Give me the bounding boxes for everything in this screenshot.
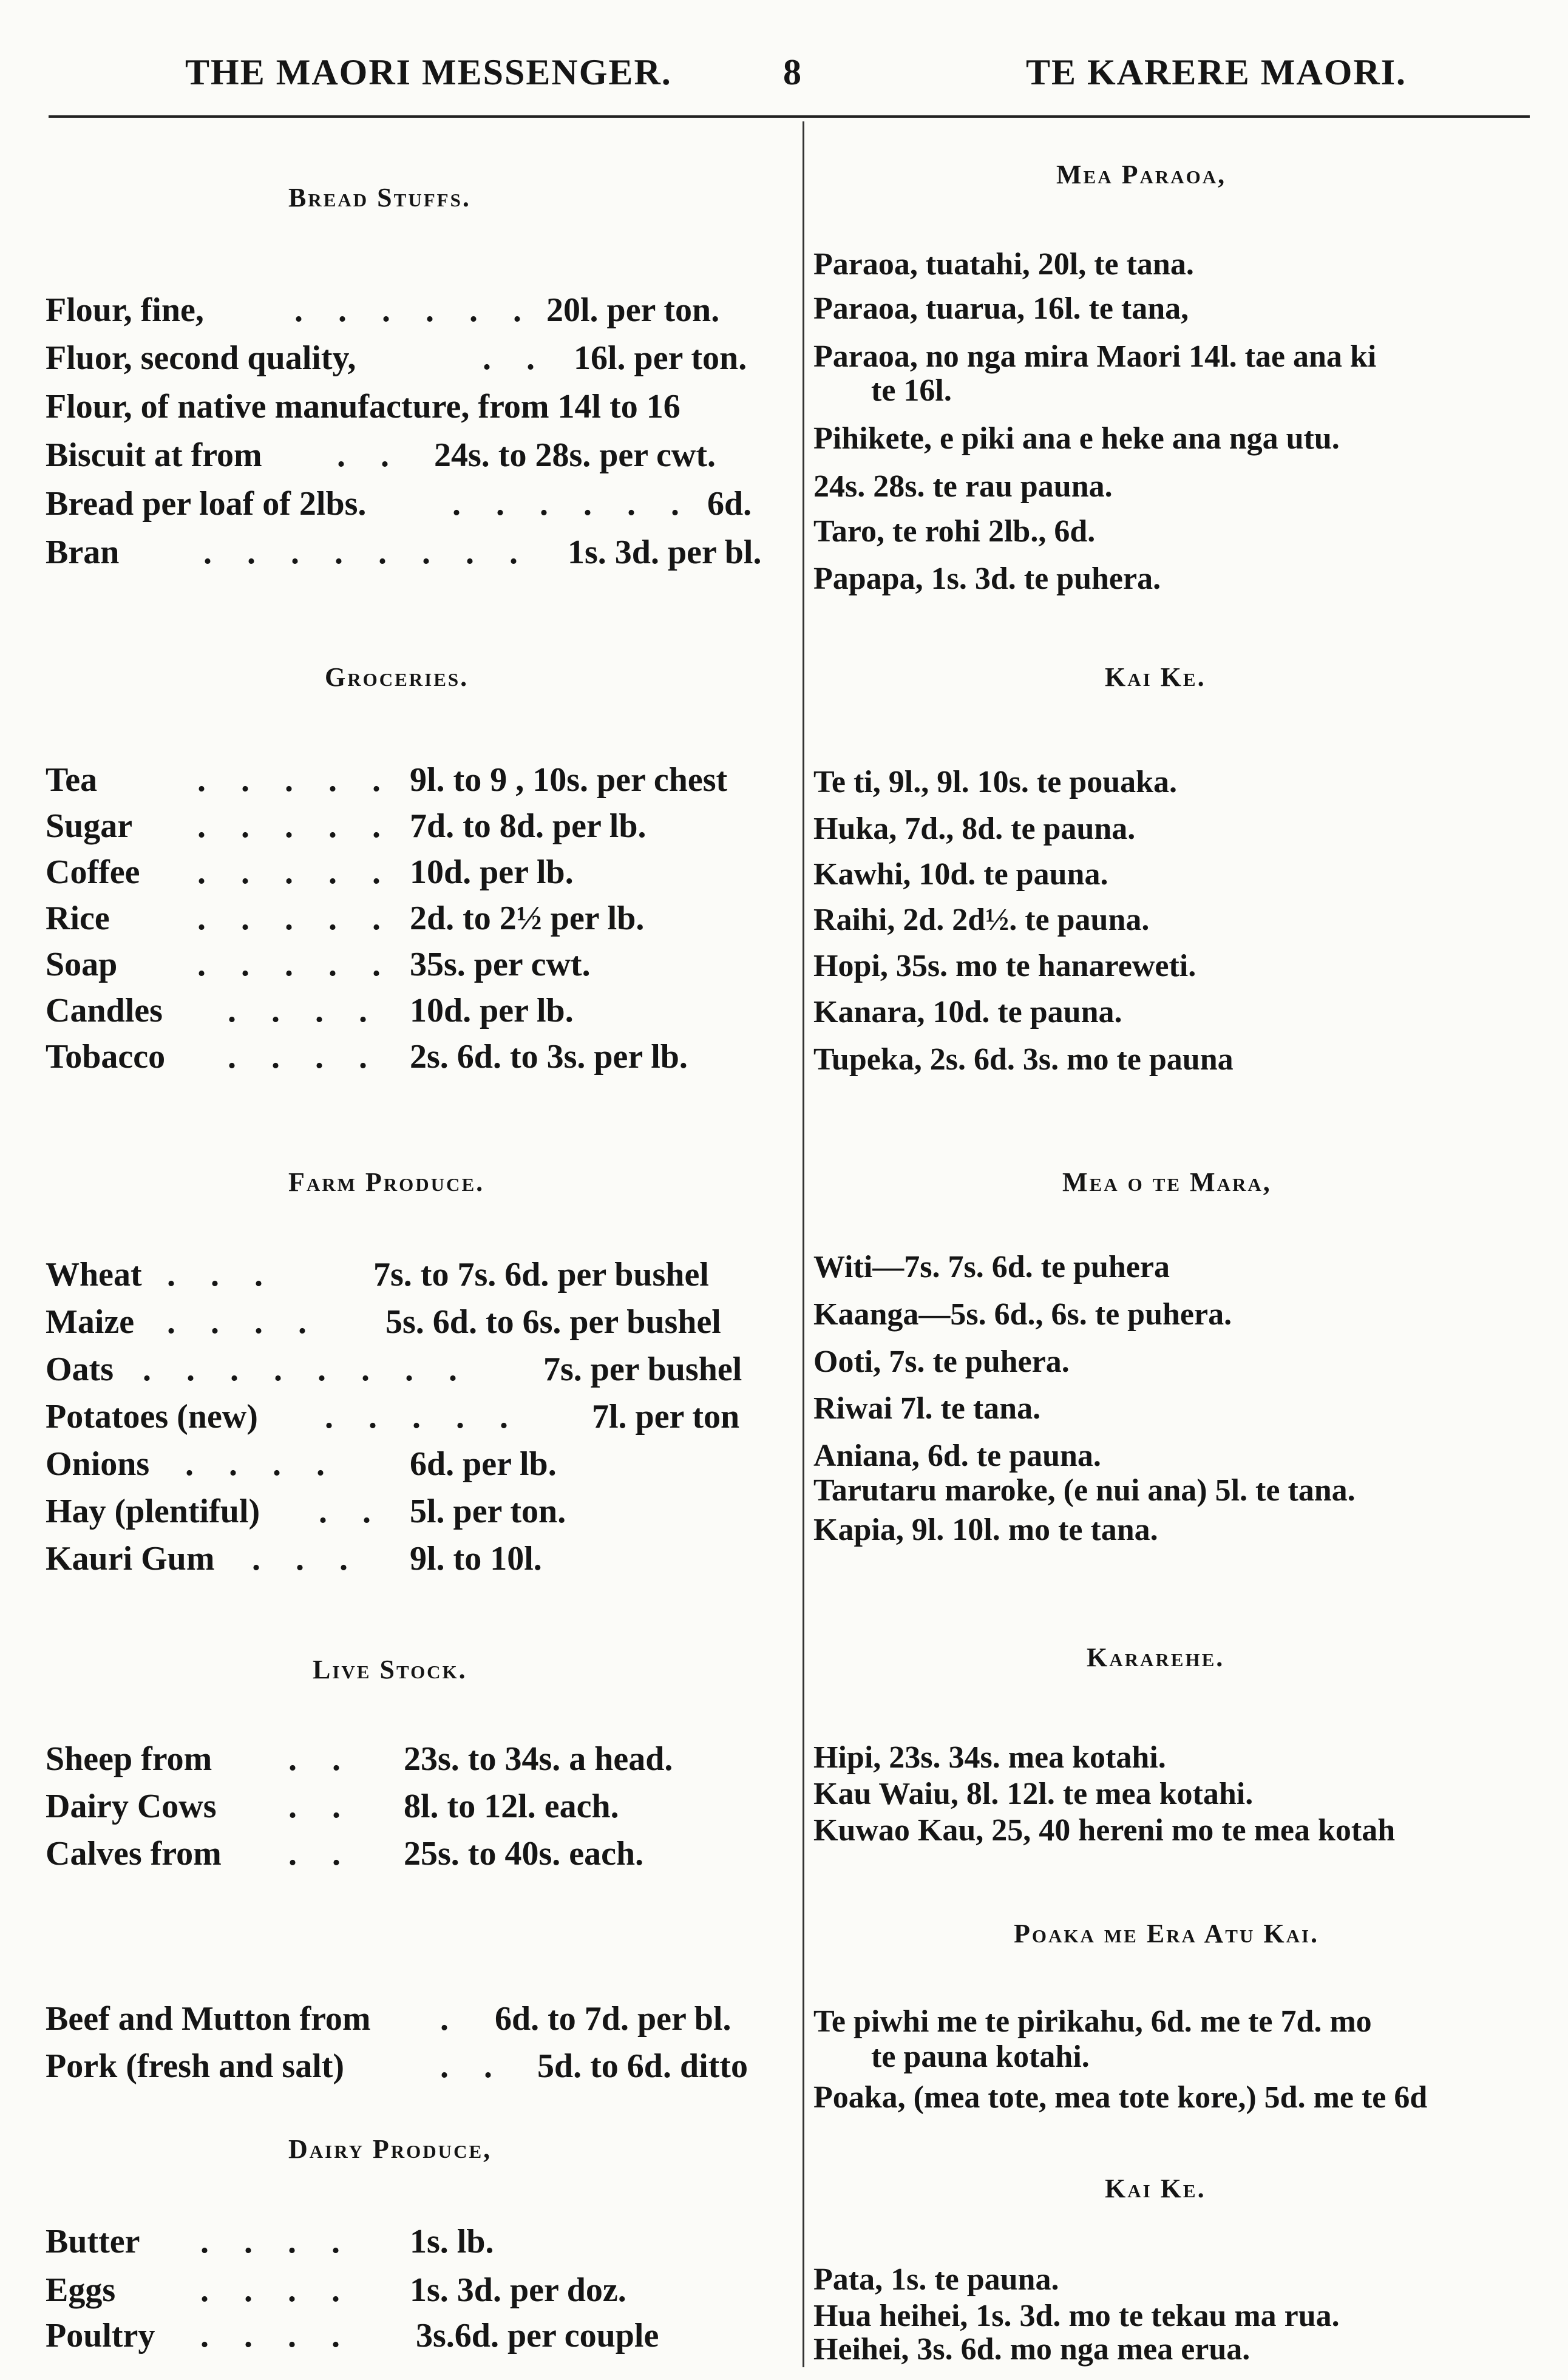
maori-line: Raihi, 2d. 2d½. te pauna. — [813, 903, 1150, 937]
maori-line: te pauna kotahi. — [871, 2039, 1090, 2074]
maori-line: Witi—7s. 7s. 6d. te puhera — [813, 1250, 1170, 1284]
maori-line: Papapa, 1s. 3d. te puhera. — [813, 561, 1161, 596]
maori-line: Pihikete, e piki ana e heke ana nga utu. — [813, 421, 1340, 456]
section-heading: Mea o te Mara, — [1062, 1167, 1272, 1197]
leader-dots: . . — [288, 1788, 354, 1825]
leader-dots: . — [440, 2000, 462, 2038]
leader-dots: . . . . . . . . — [203, 534, 531, 571]
item-name: Rice — [46, 900, 110, 937]
leader-dots: . . . . . — [197, 807, 394, 845]
maori-line: te 16l. — [871, 373, 952, 408]
item-name: Tea — [46, 761, 98, 799]
section-heading: Kararehe. — [1087, 1643, 1225, 1672]
maori-line: Huka, 7d., 8d. te pauna. — [813, 812, 1136, 846]
price-row — [46, 436, 716, 474]
item-price: 5s. 6d. to 6s. per bushel — [385, 1303, 721, 1341]
leader-dots: . . . . . — [197, 946, 394, 983]
maori-line: Kau Waiu, 8l. 12l. te mea kotahi. — [813, 1777, 1254, 1811]
leader-dots: . . . . — [200, 2223, 353, 2260]
maori-line: Hopi, 35s. mo te hanareweti. — [813, 949, 1196, 983]
maori-line: Hipi, 23s. 34s. mea kotahi. — [813, 1740, 1166, 1775]
item-name: Eggs — [46, 2271, 116, 2309]
item-name: Butter — [46, 2223, 140, 2260]
price-row — [46, 2317, 659, 2355]
item-name: Beef and Mutton from — [46, 2000, 371, 2038]
leader-dots: . . . . — [200, 2271, 353, 2309]
leader-dots: . . . . . . — [452, 485, 693, 523]
section-heading: Farm Produce. — [288, 1167, 485, 1197]
price-row — [46, 1740, 673, 1778]
price-row — [46, 2000, 731, 2038]
maori-line: Hua heihei, 1s. 3d. mo te tekau ma rua. — [813, 2299, 1340, 2333]
maori-line: 24s. 28s. te rau pauna. — [813, 469, 1113, 504]
leader-dots: . . . . — [200, 2317, 353, 2355]
section-heading: Poaka me Era Atu Kai. — [1014, 1919, 1320, 1948]
maori-line: Te ti, 9l., 9l. 10s. te pouaka. — [813, 765, 1178, 799]
item-price: 10d. per lb. — [410, 853, 574, 891]
item-name: Flour, of native manufacture, from 14l to 16 — [46, 388, 680, 425]
price-row — [46, 1038, 688, 1076]
item-price: 23s. to 34s. a head. — [404, 1740, 673, 1778]
item-name: Fluor, second quality, — [46, 339, 356, 377]
leader-dots: . . . . — [228, 992, 381, 1029]
page-header — [49, 52, 1530, 100]
leader-dots: . . . . . . — [294, 291, 535, 329]
item-name: Pork (fresh and salt) — [46, 2047, 345, 2085]
leader-dots: . . — [440, 2047, 506, 2085]
item-price: 20l. per ton. — [546, 291, 720, 329]
leader-dots: . . . — [167, 1256, 276, 1293]
price-row — [46, 2223, 494, 2260]
leader-dots: . . . — [252, 1540, 361, 1578]
item-name: Dairy Cows — [46, 1788, 217, 1825]
item-price: 10d. per lb. — [410, 992, 574, 1029]
item-name: Calves from — [46, 1835, 222, 1873]
maori-line: Pata, 1s. te pauna. — [813, 2262, 1059, 2297]
price-row — [46, 761, 728, 799]
maori-line: Taro, te rohi 2lb., 6d. — [813, 514, 1096, 549]
item-price: 2s. 6d. to 3s. per lb. — [410, 1038, 688, 1076]
item-price: 8l. to 12l. each. — [404, 1788, 619, 1825]
maori-line: Paraoa, tuarua, 16l. te tana, — [813, 291, 1189, 326]
item-price: 7s. to 7s. 6d. per bushel — [373, 1256, 709, 1293]
price-row — [46, 534, 762, 571]
item-name: Candles — [46, 992, 163, 1029]
section-heading: Kai Ke. — [1105, 2174, 1206, 2203]
item-price: 35s. per cwt. — [410, 946, 591, 983]
leader-dots: . . . . — [185, 1445, 338, 1483]
maori-line: Kaanga—5s. 6d., 6s. te puhera. — [813, 1297, 1232, 1332]
item-name: Soap — [46, 946, 118, 983]
maori-line: Heihei, 3s. 6d. mo nga mea erua. — [813, 2332, 1251, 2367]
section-heading: Groceries. — [325, 662, 469, 692]
price-row — [46, 1303, 721, 1341]
leader-dots: . . . . . — [197, 853, 394, 891]
maori-line: Paraoa, tuatahi, 20l, te tana. — [813, 247, 1194, 282]
item-name: Bran — [46, 534, 120, 571]
maori-line: Te piwhi me te pirikahu, 6d. me te 7d. mo — [813, 2004, 1372, 2039]
maori-line: Kanara, 10d. te pauna. — [813, 995, 1122, 1029]
maori-line: Tarutaru maroke, (e nui ana) 5l. te tana. — [813, 1473, 1356, 1508]
item-price: 9l. to 10l. — [410, 1540, 542, 1578]
price-row — [46, 1351, 742, 1388]
maori-line: Poaka, (mea tote, mea tote kore,) 5d. me te 6d — [813, 2080, 1428, 2115]
item-price: 7d. to 8d. per lb. — [410, 807, 647, 845]
leader-dots: . . . . . — [325, 1398, 521, 1436]
price-row — [46, 291, 720, 329]
price-row — [46, 946, 591, 983]
item-name: Potatoes (new) — [46, 1398, 258, 1436]
section-heading: Kai Ke. — [1105, 662, 1206, 692]
item-price: 25s. to 40s. each. — [404, 1835, 644, 1873]
item-price: 2d. to 2½ per lb. — [410, 900, 645, 937]
leader-dots: . . — [337, 436, 402, 474]
item-name: Oats — [46, 1351, 114, 1388]
leader-dots: . . . . . — [197, 761, 394, 799]
price-row — [46, 853, 574, 891]
item-name: Coffee — [46, 853, 140, 891]
price-row — [46, 1493, 566, 1530]
maori-line: Kapia, 9l. 10l. mo te tana. — [813, 1513, 1158, 1547]
item-name: Maize — [46, 1303, 135, 1341]
item-name: Tobacco — [46, 1038, 166, 1076]
leader-dots: . . — [483, 339, 548, 377]
leader-dots: . . — [288, 1835, 354, 1873]
item-name: Onions — [46, 1445, 150, 1483]
item-name: Bread per loaf of 2lbs. — [46, 485, 367, 523]
price-row — [46, 1256, 709, 1293]
section-heading: Live Stock. — [313, 1655, 467, 1684]
header-right-title: TE KARERE MAORI. — [1026, 52, 1407, 92]
item-price: 6d. to 7d. per bl. — [495, 2000, 731, 2038]
price-row — [46, 485, 752, 523]
leader-dots: . . — [319, 1493, 384, 1530]
maori-line: Tupeka, 2s. 6d. 3s. mo te pauna — [813, 1042, 1234, 1077]
price-row — [46, 807, 647, 845]
maori-line: Aniana, 6d. te pauna. — [813, 1439, 1101, 1473]
price-row — [46, 2271, 626, 2309]
leader-dots: . . . . — [228, 1038, 381, 1076]
section-heading: Bread Stuffs. — [288, 183, 471, 212]
header-left-title: THE MAORI MESSENGER. — [185, 52, 672, 92]
price-row — [46, 1788, 619, 1825]
item-price: 16l. per ton. — [574, 339, 747, 377]
item-price: 1s. lb. — [410, 2223, 494, 2260]
item-price: 5d. to 6d. ditto — [537, 2047, 748, 2085]
maori-line: Kuwao Kau, 25, 40 hereni mo te mea kotah — [813, 1813, 1396, 1848]
item-name: Poultry — [46, 2317, 155, 2355]
leader-dots: . . . . . — [197, 900, 394, 937]
item-name: Wheat — [46, 1256, 142, 1293]
maori-line: Ooti, 7s. te puhera. — [813, 1344, 1070, 1379]
item-price: 6d. — [707, 485, 752, 523]
price-row — [46, 1540, 542, 1578]
item-name: Flour, fine, — [46, 291, 204, 329]
price-row — [46, 390, 680, 424]
price-row — [46, 2047, 748, 2085]
item-price: 24s. to 28s. per cwt. — [434, 436, 716, 474]
price-row — [46, 1445, 557, 1483]
item-price: 7s. per bushel — [543, 1351, 742, 1388]
section-heading: Dairy Produce, — [288, 2134, 492, 2164]
item-price: 7l. per ton — [592, 1398, 740, 1436]
item-price: 3s.6d. per couple — [416, 2317, 659, 2355]
item-price: 5l. per ton. — [410, 1493, 566, 1530]
price-row — [46, 1835, 644, 1873]
item-name: Sheep from — [46, 1740, 212, 1778]
maori-line: Paraoa, no nga mira Maori 14l. tae ana ki — [813, 339, 1377, 374]
leader-dots: . . . . — [167, 1303, 320, 1341]
item-name: Kauri Gum — [46, 1540, 215, 1578]
header-rule — [49, 115, 1530, 118]
column-divider — [803, 121, 804, 2367]
item-price: 1s. 3d. per doz. — [410, 2271, 626, 2309]
section-heading: Mea Paraoa, — [1056, 160, 1227, 189]
page-number: 8 — [783, 52, 803, 92]
maori-line: Riwai 7l. te tana. — [813, 1391, 1041, 1426]
item-name: Biscuit at from — [46, 436, 262, 474]
maori-line: Kawhi, 10d. te pauna. — [813, 857, 1108, 892]
item-name: Hay (plentiful) — [46, 1493, 260, 1530]
item-price: 6d. per lb. — [410, 1445, 557, 1483]
item-name: Sugar — [46, 807, 133, 845]
price-row — [46, 900, 645, 937]
price-row — [46, 1398, 740, 1436]
leader-dots: . . — [288, 1740, 354, 1778]
price-row — [46, 992, 574, 1029]
leader-dots: . . . . . . . . — [143, 1351, 470, 1388]
price-row — [46, 339, 747, 377]
item-price: 9l. to 9 , 10s. per chest — [410, 761, 728, 799]
item-price: 1s. 3d. per bl. — [568, 534, 762, 571]
